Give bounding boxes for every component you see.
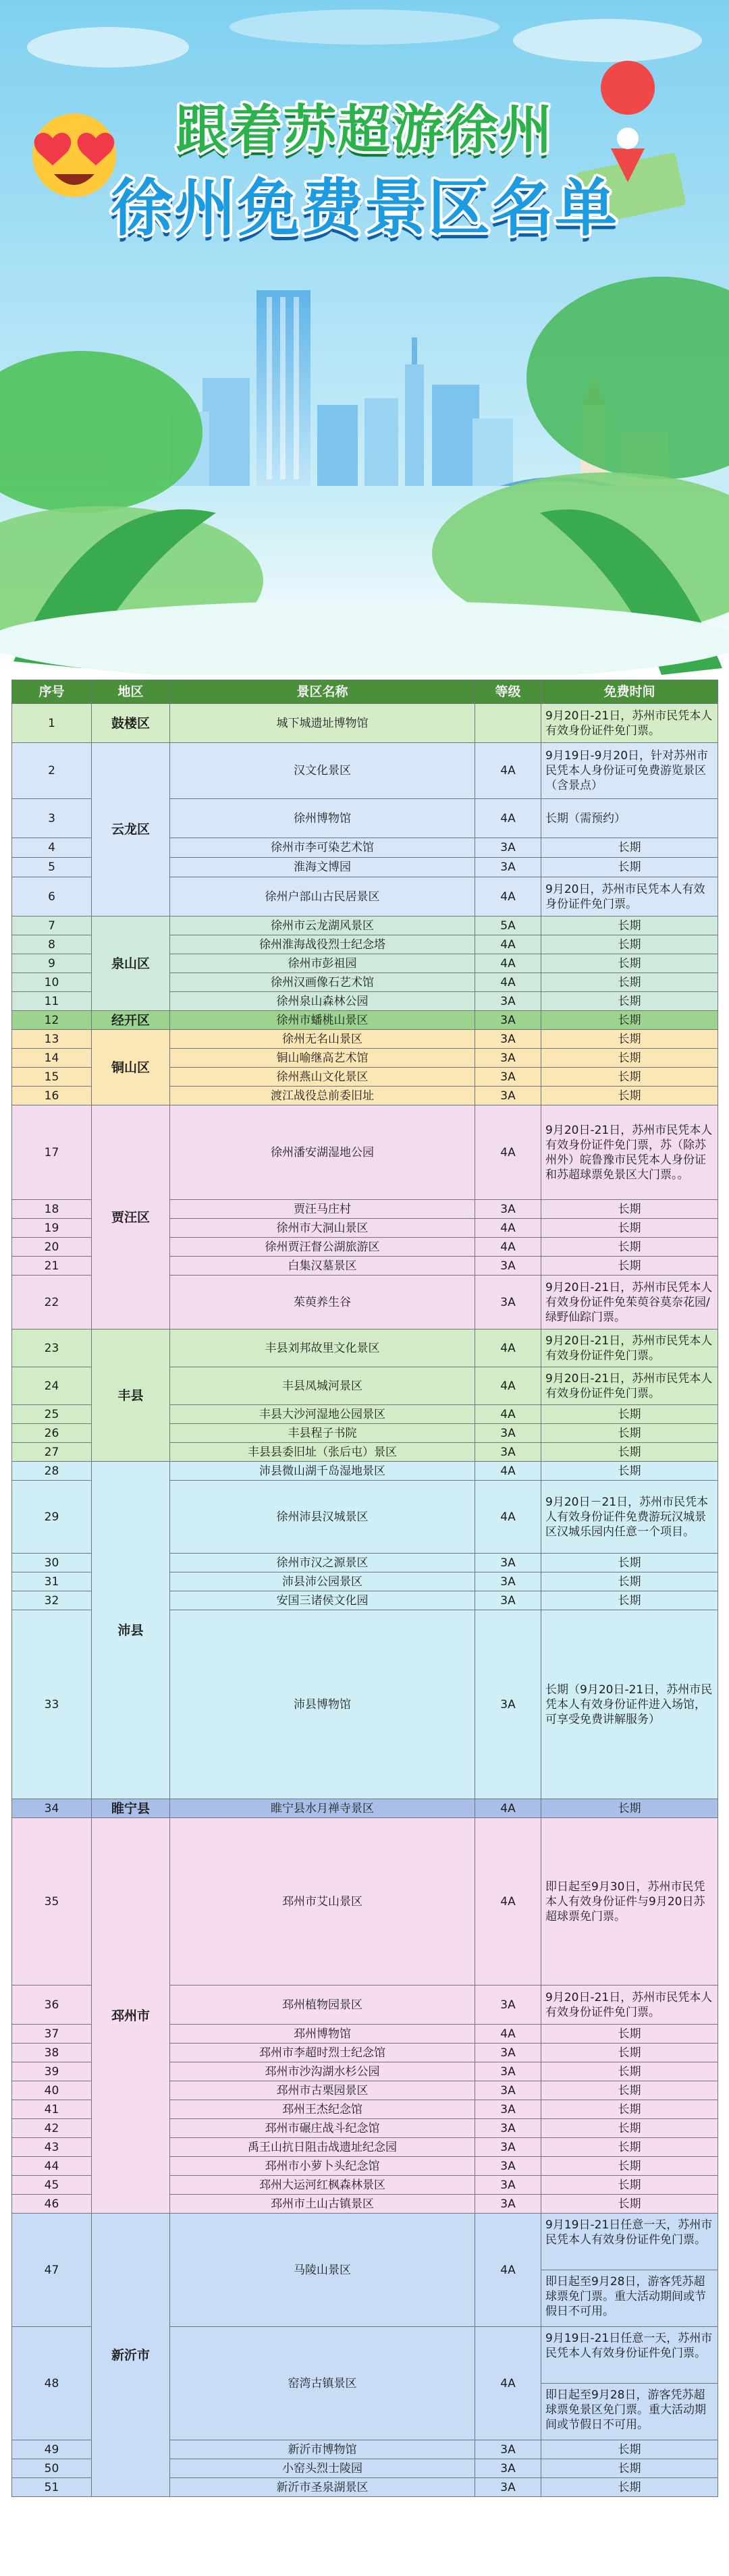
row-number: 12	[12, 1011, 92, 1030]
scenic-spot-name: 睢宁县水月禅寺景区	[170, 1799, 475, 1818]
scenic-spot-name: 白集汉墓景区	[170, 1257, 475, 1276]
scenic-level: 4A	[475, 2327, 541, 2440]
table-row	[12, 1799, 718, 1818]
row-number: 23	[12, 1330, 92, 1367]
table-row	[12, 1330, 718, 1367]
region-cell: 云龙区	[92, 743, 170, 916]
scenic-level: 3A	[475, 1257, 541, 1276]
free-time-cell: 长期	[541, 954, 718, 973]
row-number: 35	[12, 1818, 92, 1985]
region-cell: 新沂市	[92, 2214, 170, 2497]
row-number: 4	[12, 838, 92, 858]
scenic-level: 4A	[475, 1219, 541, 1238]
free-time-cell: 9月19日-9月20日，针对苏州市民凭本人身份证可免费游览景区（含景点）	[541, 743, 718, 799]
scenic-spot-name: 徐州市李可染艺术馆	[170, 838, 475, 858]
row-number: 2	[12, 743, 92, 799]
scenic-spot-name: 徐州博物馆	[170, 799, 475, 838]
row-number: 27	[12, 1443, 92, 1462]
table-row	[12, 1011, 718, 1030]
scenic-level: 4A	[475, 2025, 541, 2044]
free-scenic-spot-table	[11, 680, 718, 2497]
scenic-level: 4A	[475, 935, 541, 954]
scenic-spot-name: 丰县大沙河湿地公园景区	[170, 1405, 475, 1424]
scenic-spot-name: 徐州贾汪督公湖旅游区	[170, 1238, 475, 1257]
scenic-level: 3A	[475, 2195, 541, 2214]
row-number: 37	[12, 2025, 92, 2044]
row-number: 6	[12, 877, 92, 916]
scenic-spot-name: 徐州户部山古民居景区	[170, 877, 475, 916]
scenic-spot-name: 沛县博物馆	[170, 1610, 475, 1799]
row-number: 1	[12, 704, 92, 743]
free-time-cell: 长期	[541, 2119, 718, 2138]
row-number: 3	[12, 799, 92, 838]
row-number: 43	[12, 2138, 92, 2157]
scenic-spot-name: 徐州汉画像石艺术馆	[170, 973, 475, 992]
scenic-level: 3A	[475, 2119, 541, 2138]
region-cell: 贾汪区	[92, 1105, 170, 1330]
scenic-level: 4A	[475, 877, 541, 916]
row-number: 9	[12, 954, 92, 973]
poster-title-line1: 跟着苏超游徐州	[175, 100, 554, 161]
scenic-spot-name: 徐州淮海战役烈士纪念塔	[170, 935, 475, 954]
scenic-level: 3A	[475, 1087, 541, 1105]
row-number: 8	[12, 935, 92, 954]
scenic-spot-name: 徐州泉山森林公园	[170, 992, 475, 1011]
scenic-spot-name: 丰县程子书院	[170, 1424, 475, 1443]
free-time-cell: 长期	[541, 992, 718, 1011]
row-number: 33	[12, 1610, 92, 1799]
scenic-spot-name: 徐州市云龙湖风景区	[170, 916, 475, 935]
scenic-level: 3A	[475, 1554, 541, 1572]
scenic-spot-name: 邳州大运河红枫森林景区	[170, 2176, 475, 2195]
scenic-level: 3A	[475, 992, 541, 1011]
scenic-level: 3A	[475, 2440, 541, 2459]
scenic-spot-name: 城下城遗址博物馆	[170, 704, 475, 743]
scenic-level: 5A	[475, 916, 541, 935]
scenic-level: 3A	[475, 2157, 541, 2176]
scenic-level: 3A	[475, 2081, 541, 2100]
scenic-level: 4A	[475, 1481, 541, 1554]
row-number: 5	[12, 858, 92, 877]
scenic-spot-name: 邳州博物馆	[170, 2025, 475, 2044]
region-cell: 铜山区	[92, 1030, 170, 1105]
scenic-spot-name: 贾汪马庄村	[170, 1200, 475, 1219]
scenic-level: 4A	[475, 799, 541, 838]
table-header-row	[12, 680, 718, 704]
scenic-level: 3A	[475, 1030, 541, 1049]
row-number: 46	[12, 2195, 92, 2214]
scenic-level: 3A	[475, 1276, 541, 1330]
free-time-cell: 长期	[541, 1554, 718, 1572]
scenic-level	[475, 704, 541, 743]
free-time-cell: 长期	[541, 2195, 718, 2214]
free-time-cell: 长期	[541, 2062, 718, 2081]
row-number: 32	[12, 1591, 92, 1610]
scenic-spot-name: 徐州沛县汉城景区	[170, 1481, 475, 1554]
scenic-spot-name: 邳州植物园景区	[170, 1985, 475, 2025]
table-body	[12, 704, 718, 2497]
row-number: 48	[12, 2327, 92, 2440]
free-time-cell: 长期	[541, 1424, 718, 1443]
row-number: 21	[12, 1257, 92, 1276]
scenic-spot-name: 窑湾古镇景区	[170, 2327, 475, 2440]
region-cell: 睢宁县	[92, 1799, 170, 1818]
free-time-cell: 长期	[541, 2100, 718, 2119]
free-time-text-secondary: 即日起至9月28日，游客凭苏超球票免景区免门票。重大活动期间或节假日不可用。	[545, 2388, 706, 2432]
table-row	[12, 1030, 718, 1049]
column-header-name: 景区名称	[170, 680, 475, 704]
scenic-level: 4A	[475, 1330, 541, 1367]
scenic-level: 3A	[475, 2478, 541, 2497]
scenic-spot-name: 丰县刘邦故里文化景区	[170, 1330, 475, 1367]
scenic-spot-name: 徐州燕山文化景区	[170, 1068, 475, 1087]
row-number: 16	[12, 1087, 92, 1105]
free-time-cell: 长期	[541, 1572, 718, 1591]
region-cell: 沛县	[92, 1462, 170, 1799]
row-number: 29	[12, 1481, 92, 1554]
scenic-spot-name: 丰县县委旧址（张后屯）景区	[170, 1443, 475, 1462]
free-time-cell: 长期	[541, 1405, 718, 1424]
hero-banner	[0, 0, 729, 675]
scenic-level: 4A	[475, 2214, 541, 2327]
scenic-spot-name: 淮海文博园	[170, 858, 475, 877]
row-number: 19	[12, 1219, 92, 1238]
free-time-cell: 即日起至9月30日，苏州市民凭本人有效身份证件与9月20日苏超球票免门票。	[541, 1818, 718, 1985]
row-number: 42	[12, 2119, 92, 2138]
table-row	[12, 1818, 718, 1985]
scenic-level: 4A	[475, 1799, 541, 1818]
free-time-text: 9月19日-21日任意一天，苏州市民凭本人有效身份证件免门票。	[541, 2214, 718, 2270]
free-time-cell: 长期	[541, 1068, 718, 1087]
scenic-level: 3A	[475, 1443, 541, 1462]
row-number: 44	[12, 2157, 92, 2176]
free-time-cell: 长期	[541, 2081, 718, 2100]
scenic-spot-name: 徐州无名山景区	[170, 1030, 475, 1049]
row-number: 11	[12, 992, 92, 1011]
row-number: 40	[12, 2081, 92, 2100]
row-number: 25	[12, 1405, 92, 1424]
row-number: 22	[12, 1276, 92, 1330]
scenic-spot-name: 徐州潘安湖湿地公园	[170, 1105, 475, 1200]
free-time-cell: 长期	[541, 1443, 718, 1462]
free-time-cell: 长期	[541, 1049, 718, 1068]
scenic-spot-name: 邳州市艾山景区	[170, 1818, 475, 1985]
row-number: 36	[12, 1985, 92, 2025]
row-number: 24	[12, 1367, 92, 1405]
scenic-spot-name: 徐州市蟠桃山景区	[170, 1011, 475, 1030]
region-cell: 泉山区	[92, 916, 170, 1011]
scenic-spot-name: 邳州市土山古镇景区	[170, 2195, 475, 2214]
scenic-spot-name: 渡江战役总前委旧址	[170, 1087, 475, 1105]
row-number: 49	[12, 2440, 92, 2459]
free-time-cell: 长期	[541, 1799, 718, 1818]
free-time-cell: 长期	[541, 1200, 718, 1219]
free-time-cell: 长期（需预约）	[541, 799, 718, 838]
free-time-cell: 长期	[541, 858, 718, 877]
table-row	[12, 743, 718, 799]
free-time-cell: 长期	[541, 1238, 718, 1257]
free-time-cell: 9月20日-21日，苏州市民凭本人有效身份证件免门票。	[541, 1985, 718, 2025]
scenic-spot-name: 丰县凤城河景区	[170, 1367, 475, 1405]
scenic-level: 3A	[475, 2062, 541, 2081]
free-time-cell	[541, 2327, 718, 2440]
free-time-cell: 长期	[541, 2478, 718, 2497]
scenic-level: 3A	[475, 2044, 541, 2062]
scenic-spot-name: 邳州市碾庄战斗纪念馆	[170, 2119, 475, 2138]
row-number: 34	[12, 1799, 92, 1818]
free-time-cell: 长期	[541, 1011, 718, 1030]
scenic-spot-name: 茱萸养生谷	[170, 1276, 475, 1330]
scenic-level: 3A	[475, 1424, 541, 1443]
free-time-cell: 长期	[541, 2025, 718, 2044]
scenic-level: 4A	[475, 1462, 541, 1481]
scenic-level: 4A	[475, 743, 541, 799]
table-row	[12, 916, 718, 935]
scenic-level: 3A	[475, 1200, 541, 1219]
row-number: 47	[12, 2214, 92, 2327]
scenic-spot-name: 邳州王杰纪念馆	[170, 2100, 475, 2119]
scenic-spot-name: 邳州市古栗园景区	[170, 2081, 475, 2100]
scenic-level: 3A	[475, 1985, 541, 2025]
scenic-level: 4A	[475, 1405, 541, 1424]
scenic-spot-name: 新沂市博物馆	[170, 2440, 475, 2459]
column-header-region: 地区	[92, 680, 170, 704]
row-number: 10	[12, 973, 92, 992]
free-time-cell	[541, 2214, 718, 2327]
free-time-cell: 长期	[541, 973, 718, 992]
scenic-level: 3A	[475, 1610, 541, 1799]
scenic-level: 4A	[475, 1818, 541, 1985]
scenic-level: 3A	[475, 1011, 541, 1030]
free-time-cell: 9月20日，苏州市民凭本人有效身份证件免门票。	[541, 877, 718, 916]
scenic-spot-name: 马陵山景区	[170, 2214, 475, 2327]
free-time-cell: 9月20日-21日，苏州市民凭本人有效身份证件免门票，苏（除苏州外）皖鲁豫市民凭本人身份证和苏超球票免景区大门票。。	[541, 1105, 718, 1200]
free-time-cell: 长期	[541, 2157, 718, 2176]
free-time-cell: 9月20日－21日，苏州市民凭本人有效身份证件免费游玩汉城景区汉城乐园内任意一个项目。	[541, 1481, 718, 1554]
free-time-cell: 长期	[541, 916, 718, 935]
scenic-spot-name: 邳州市李超时烈士纪念馆	[170, 2044, 475, 2062]
column-header-level: 等级	[475, 680, 541, 704]
scenic-level: 3A	[475, 1572, 541, 1591]
row-number: 20	[12, 1238, 92, 1257]
free-time-cell: 9月20日-21日，苏州市民凭本人有效身份证件免门票。	[541, 1330, 718, 1367]
scenic-spot-name: 徐州市大洞山景区	[170, 1219, 475, 1238]
free-time-cell: 长期	[541, 1257, 718, 1276]
scenic-spot-name: 铜山喻继高艺术馆	[170, 1049, 475, 1068]
table-row	[12, 704, 718, 743]
row-number: 50	[12, 2459, 92, 2478]
scenic-level: 3A	[475, 1068, 541, 1087]
scenic-spot-name: 邳州市小萝卜头纪念馆	[170, 2157, 475, 2176]
row-number: 17	[12, 1105, 92, 1200]
table-row	[12, 2214, 718, 2327]
row-number: 7	[12, 916, 92, 935]
scenic-level: 4A	[475, 1105, 541, 1200]
free-time-cell: 长期	[541, 1219, 718, 1238]
scenic-spot-name: 徐州市彭祖园	[170, 954, 475, 973]
free-time-cell: 长期	[541, 1462, 718, 1481]
scenic-spot-name: 徐州市汉之源景区	[170, 1554, 475, 1572]
table-row	[12, 1462, 718, 1481]
row-number: 26	[12, 1424, 92, 1443]
row-number: 30	[12, 1554, 92, 1572]
free-time-cell: 长期	[541, 2459, 718, 2478]
free-time-cell: 长期	[541, 1591, 718, 1610]
column-header-time: 免费时间	[541, 680, 718, 704]
free-time-cell: 长期	[541, 2440, 718, 2459]
scenic-level: 3A	[475, 1049, 541, 1068]
scenic-spot-name: 沛县微山湖千岛湿地景区	[170, 1462, 475, 1481]
free-time-cell: 长期	[541, 838, 718, 858]
scenic-spot-name: 邳州市沙沟湖水杉公园	[170, 2062, 475, 2081]
free-time-cell: 长期	[541, 2176, 718, 2195]
scenic-spot-name: 沛县沛公园景区	[170, 1572, 475, 1591]
free-time-text-secondary: 即日起至9月28日，游客凭苏超球票免门票。重大活动期间或节假日不可用。	[545, 2275, 706, 2318]
row-number: 39	[12, 2062, 92, 2081]
poster-title-line2: 徐州免费景区名单	[110, 172, 618, 244]
row-number: 45	[12, 2176, 92, 2195]
scenic-level: 3A	[475, 2459, 541, 2478]
scenic-spot-name: 禹王山抗日阻击战遗址纪念园	[170, 2138, 475, 2157]
free-time-cell: 长期	[541, 1087, 718, 1105]
scenic-spot-name: 安国三诸侯文化园	[170, 1591, 475, 1610]
scenic-level: 4A	[475, 1367, 541, 1405]
region-cell: 丰县	[92, 1330, 170, 1462]
scenic-level: 3A	[475, 1591, 541, 1610]
row-number: 18	[12, 1200, 92, 1219]
row-number: 13	[12, 1030, 92, 1049]
free-time-cell: 9月20日-21日，苏州市民凭本人有效身份证件免门票。	[541, 1367, 718, 1405]
column-header-no: 序号	[12, 680, 92, 704]
row-number: 15	[12, 1068, 92, 1087]
row-number: 14	[12, 1049, 92, 1068]
scenic-spot-name: 新沂市圣泉湖景区	[170, 2478, 475, 2497]
row-number: 31	[12, 1572, 92, 1591]
row-number: 38	[12, 2044, 92, 2062]
scenic-level: 4A	[475, 954, 541, 973]
scenic-level: 3A	[475, 2176, 541, 2195]
free-time-cell: 长期	[541, 2044, 718, 2062]
row-number: 51	[12, 2478, 92, 2497]
region-cell: 经开区	[92, 1011, 170, 1030]
scenic-spot-name: 小窑头烈士陵园	[170, 2459, 475, 2478]
scenic-level: 3A	[475, 2138, 541, 2157]
scenic-level: 4A	[475, 973, 541, 992]
free-time-cell: 9月20日-21日，苏州市民凭本人有效身份证件免门票。	[541, 704, 718, 743]
free-time-cell: 长期	[541, 2138, 718, 2157]
scenic-spot-table-container	[11, 680, 718, 2564]
free-time-cell: 9月20日-21日，苏州市民凭本人有效身份证件免茱萸谷莫奈花园/绿野仙踪门票。	[541, 1276, 718, 1330]
free-time-cell: 长期	[541, 1030, 718, 1049]
table-row	[12, 1105, 718, 1200]
free-time-text: 9月19日-21日任意一天，苏州市民凭本人有效身份证件免门票。	[541, 2327, 718, 2384]
row-number: 41	[12, 2100, 92, 2119]
free-time-cell: 长期	[541, 935, 718, 954]
region-cell: 邳州市	[92, 1818, 170, 2214]
scenic-level: 3A	[475, 838, 541, 858]
scenic-level: 3A	[475, 858, 541, 877]
scenic-spot-name: 汉文化景区	[170, 743, 475, 799]
free-time-cell: 长期（9月20日-21日，苏州市民凭本人有效身份证件进入场馆，可享受免费讲解服务）	[541, 1610, 718, 1799]
row-number: 28	[12, 1462, 92, 1481]
scenic-level: 3A	[475, 2100, 541, 2119]
region-cell: 鼓楼区	[92, 704, 170, 743]
scenic-level: 4A	[475, 1238, 541, 1257]
